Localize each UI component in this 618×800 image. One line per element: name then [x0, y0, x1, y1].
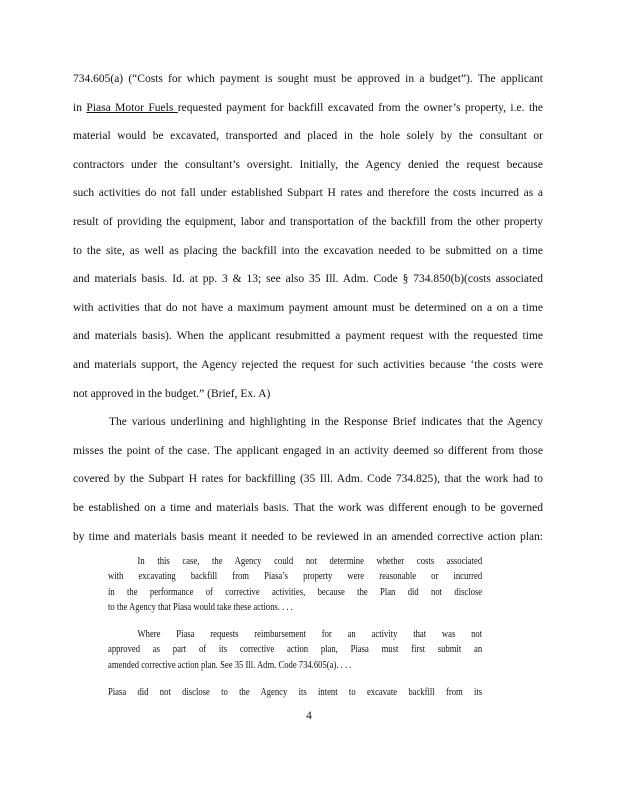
- paragraph-1-line: such activities do not fall under established Subpart H rates and therefore the costs incurred as a: [73, 187, 543, 200]
- paragraph-2-line: misses the point of the case. The applicant engaged in an activity deemed so different from those: [73, 444, 543, 457]
- quote-line: approved as part of its corrective action plan, Piasa must first submit an: [108, 644, 483, 656]
- paragraph-1-line: 734.605(a) (“Costs for which payment is sought must be approved in a budget”). The applicant: [73, 73, 543, 85]
- paragraph-1-line: contractors under the consultant’s oversight. Initially, the Agency denied the request because: [73, 158, 543, 171]
- paragraph-1-line: result of providing the equipment, labor and transportation of the backfill from the other property: [73, 215, 543, 228]
- body-text: [73, 70, 543, 556]
- paragraph-2-line: covered by the Subpart H rates for backfilling (35 Ill. Adm. Code 734.825), that the work had to: [73, 473, 543, 486]
- case-name-underlined: Piasa Motor Fuels: [86, 101, 178, 114]
- paragraph-1-line: and materials support, the Agency rejected the request for such activities because ‘the costs were: [73, 358, 543, 371]
- quote-line: to the Agency that Piasa would take these actions. . . .: [108, 601, 293, 613]
- paragraph-1-line: to the site, as well as placing the backfill into the excavation needed to be submitted on a time: [73, 244, 543, 257]
- line-suffix: requested payment for backfill excavated from the owner’s property, i.e. the: [177, 101, 543, 114]
- paragraph-1-line: [73, 99, 543, 128]
- quote-line: In this case, the Agency could not determine whether costs associated: [137, 556, 483, 567]
- paragraph-1-line: material would be excavated, transported and placed in the hole solely by the consultant or: [73, 130, 543, 143]
- line-prefix: in: [73, 101, 87, 114]
- block-quote: [108, 554, 482, 700]
- page-number: 4: [306, 710, 312, 722]
- quote-line: amended corrective action plan. See 35 Ill. Adm. Code 734.605(a). . . .: [108, 659, 352, 671]
- paragraph-1-line: not approved in the budget.” (Brief, Ex. A): [73, 387, 271, 400]
- paragraph-2-line: be established on a time and materials basis. That the work was different enough to be governed: [73, 501, 543, 514]
- paragraph-1-line: with activities that do not have a maximum payment amount must be determined on a on a time: [73, 301, 543, 314]
- paragraph-2-line: by time and materials basis meant it needed to be reviewed in an amended corrective action plan:: [73, 530, 543, 543]
- paragraph-1-line: and materials basis. Id. at pp. 3 & 13; see also 35 Ill. Adm. Code § 734.850(b)(costs associated: [73, 273, 543, 286]
- quote-line: in the performance of corrective activities, because the Plan did not disclose: [108, 586, 483, 598]
- quote-line: Piasa did not disclose to the Agency its intent to excavate backfill from its: [108, 687, 483, 699]
- paragraph-1-line: and materials basis). When the applicant resubmitted a payment request with the requested time: [73, 330, 543, 343]
- paragraph-2-line: The various underlining and highlighting in the Response Brief indicates that the Agency: [109, 416, 543, 429]
- quote-line: Where Piasa requests reimbursement for an activity that was not: [137, 629, 483, 641]
- quote-line: with excavating backfill from Piasa’s property were reasonable or incurred: [108, 571, 483, 583]
